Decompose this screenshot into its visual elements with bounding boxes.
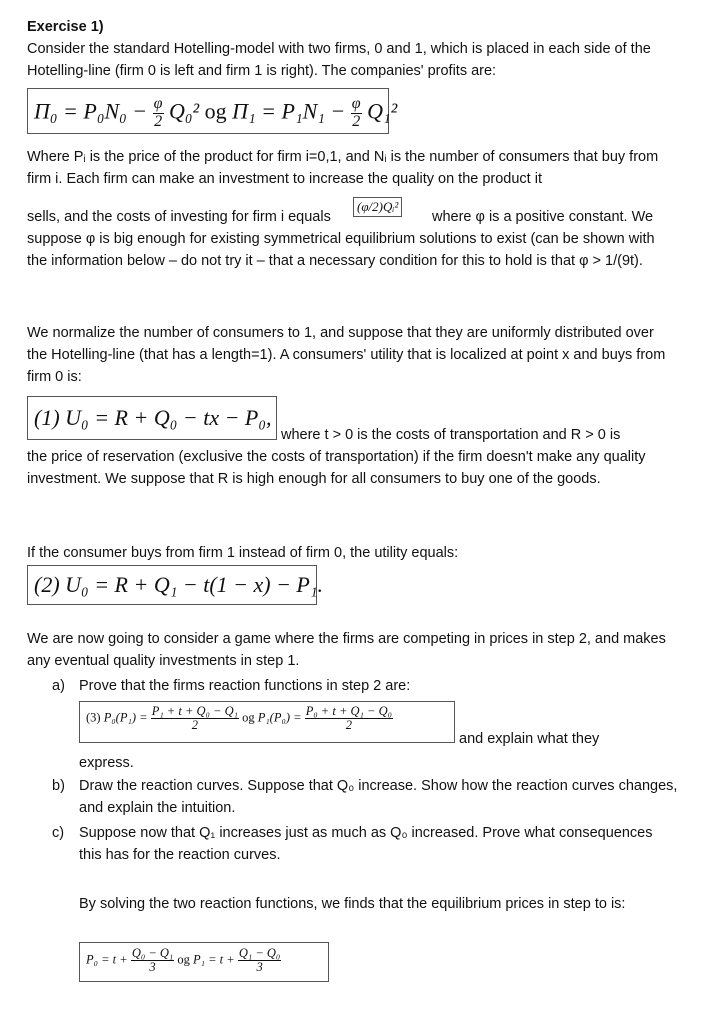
investment-cost-formula: (φ/2)Qᵢ² — [353, 197, 402, 217]
intro-paragraph: Consider the standard Hotelling-model with two firms, 0 and 1, which is placed in each side of the Hotelling-line (firm 0 is left and firm 1 is right). The companies' profits are: — [27, 41, 651, 79]
item-c-label: c) — [52, 825, 65, 841]
item-a-continuation: express. — [79, 755, 134, 771]
eq3-continuation: and explain what they — [459, 731, 600, 747]
eq1-continuation: where t > 0 is the costs of transportation and R > 0 is — [281, 427, 621, 443]
where-paragraph-1: Where Pᵢ is the price of the product for firm i=0,1, and Nᵢ is the number of consumers that buy from firm i. Each firm can make an investment to increase the quality on the product it — [27, 149, 659, 187]
equilibrium-prices-equation: P₀ = t + $\frac{\text{Q₀ − Q₁}}{3}$ og P₁ = t + $\frac{\text{Q₁ − Q₀}}{3}$ — [79, 942, 329, 982]
normalize-paragraph: We normalize the number of consumers to 1, and suppose that they are uniformly distributed over the Hotelling-line (that has a length=1). A consumers' utility that is localized at point x and buys from firm 0 is: — [27, 325, 666, 385]
item-b-text: Draw the reaction curves. Suppose that Q₀ increase. Show how the reaction curves changes, and explain the intuition. — [79, 778, 678, 816]
item-b-label: b) — [52, 778, 65, 794]
profit-eq-left: Π₀ = P₀N₀ − — [34, 98, 148, 124]
utility-equation-2: (2) U₀ = R + Q₁ − t(1 − x) − P₁. — [27, 565, 317, 605]
game-paragraph: We are now going to consider a game where the firms are competing in prices in step 2, and makes any eventual quality investments in step 1. — [27, 631, 666, 669]
where-paragraph-3: suppose φ is big enough for existing symmetrical equilibrium solutions to exist (can be shown with the information below – do not try it – that a necessary condition for this to hold is that φ > 1/(9t). — [27, 231, 655, 269]
firm1-paragraph: If the consumer buys from firm 1 instead of firm 0, the utility equals: — [27, 545, 459, 561]
exercise-title: Exercise 1) — [27, 19, 104, 35]
where-paragraph-2a: sells, and the costs of investing for firm i equals — [27, 209, 331, 225]
item-a-text: Prove that the firms reaction functions in step 2 are: — [79, 678, 411, 694]
item-c-text: Suppose now that Q₁ increases just as much as Q₀ increased. Prove what consequences this has for the reaction curves. — [79, 825, 653, 863]
where-paragraph-2b: where φ is a positive constant. We — [432, 209, 654, 225]
profit-equation: Π₀ = P₀N₀ − $\frac{\varphi}{2}$ Q₀² og Π₁ = P₁N₁ − $\frac{\varphi}{2}$ Q₁² — [27, 88, 389, 134]
reservation-paragraph: the price of reservation (exclusive the costs of transportation) if the firm doesn't make any quality investment. We suppose that R is high enough for all consumers to buy one of the goods. — [27, 449, 646, 487]
item-a-label: a) — [52, 678, 65, 694]
reaction-functions-equation: (3) P₀(P₁) = $\frac{\text{P₁ + t + Q₀ − Q₁}}{2}$ og P₁(P₀) = $\frac{\text{P₀ + t + Q₁ − Q₀}}{2}$ — [79, 701, 455, 743]
solving-paragraph: By solving the two reaction functions, we finds that the equilibrium prices in step to is: — [79, 896, 626, 912]
utility-equation-1: (1) U₀ = R + Q₀ − tx − P₀, — [27, 396, 277, 440]
